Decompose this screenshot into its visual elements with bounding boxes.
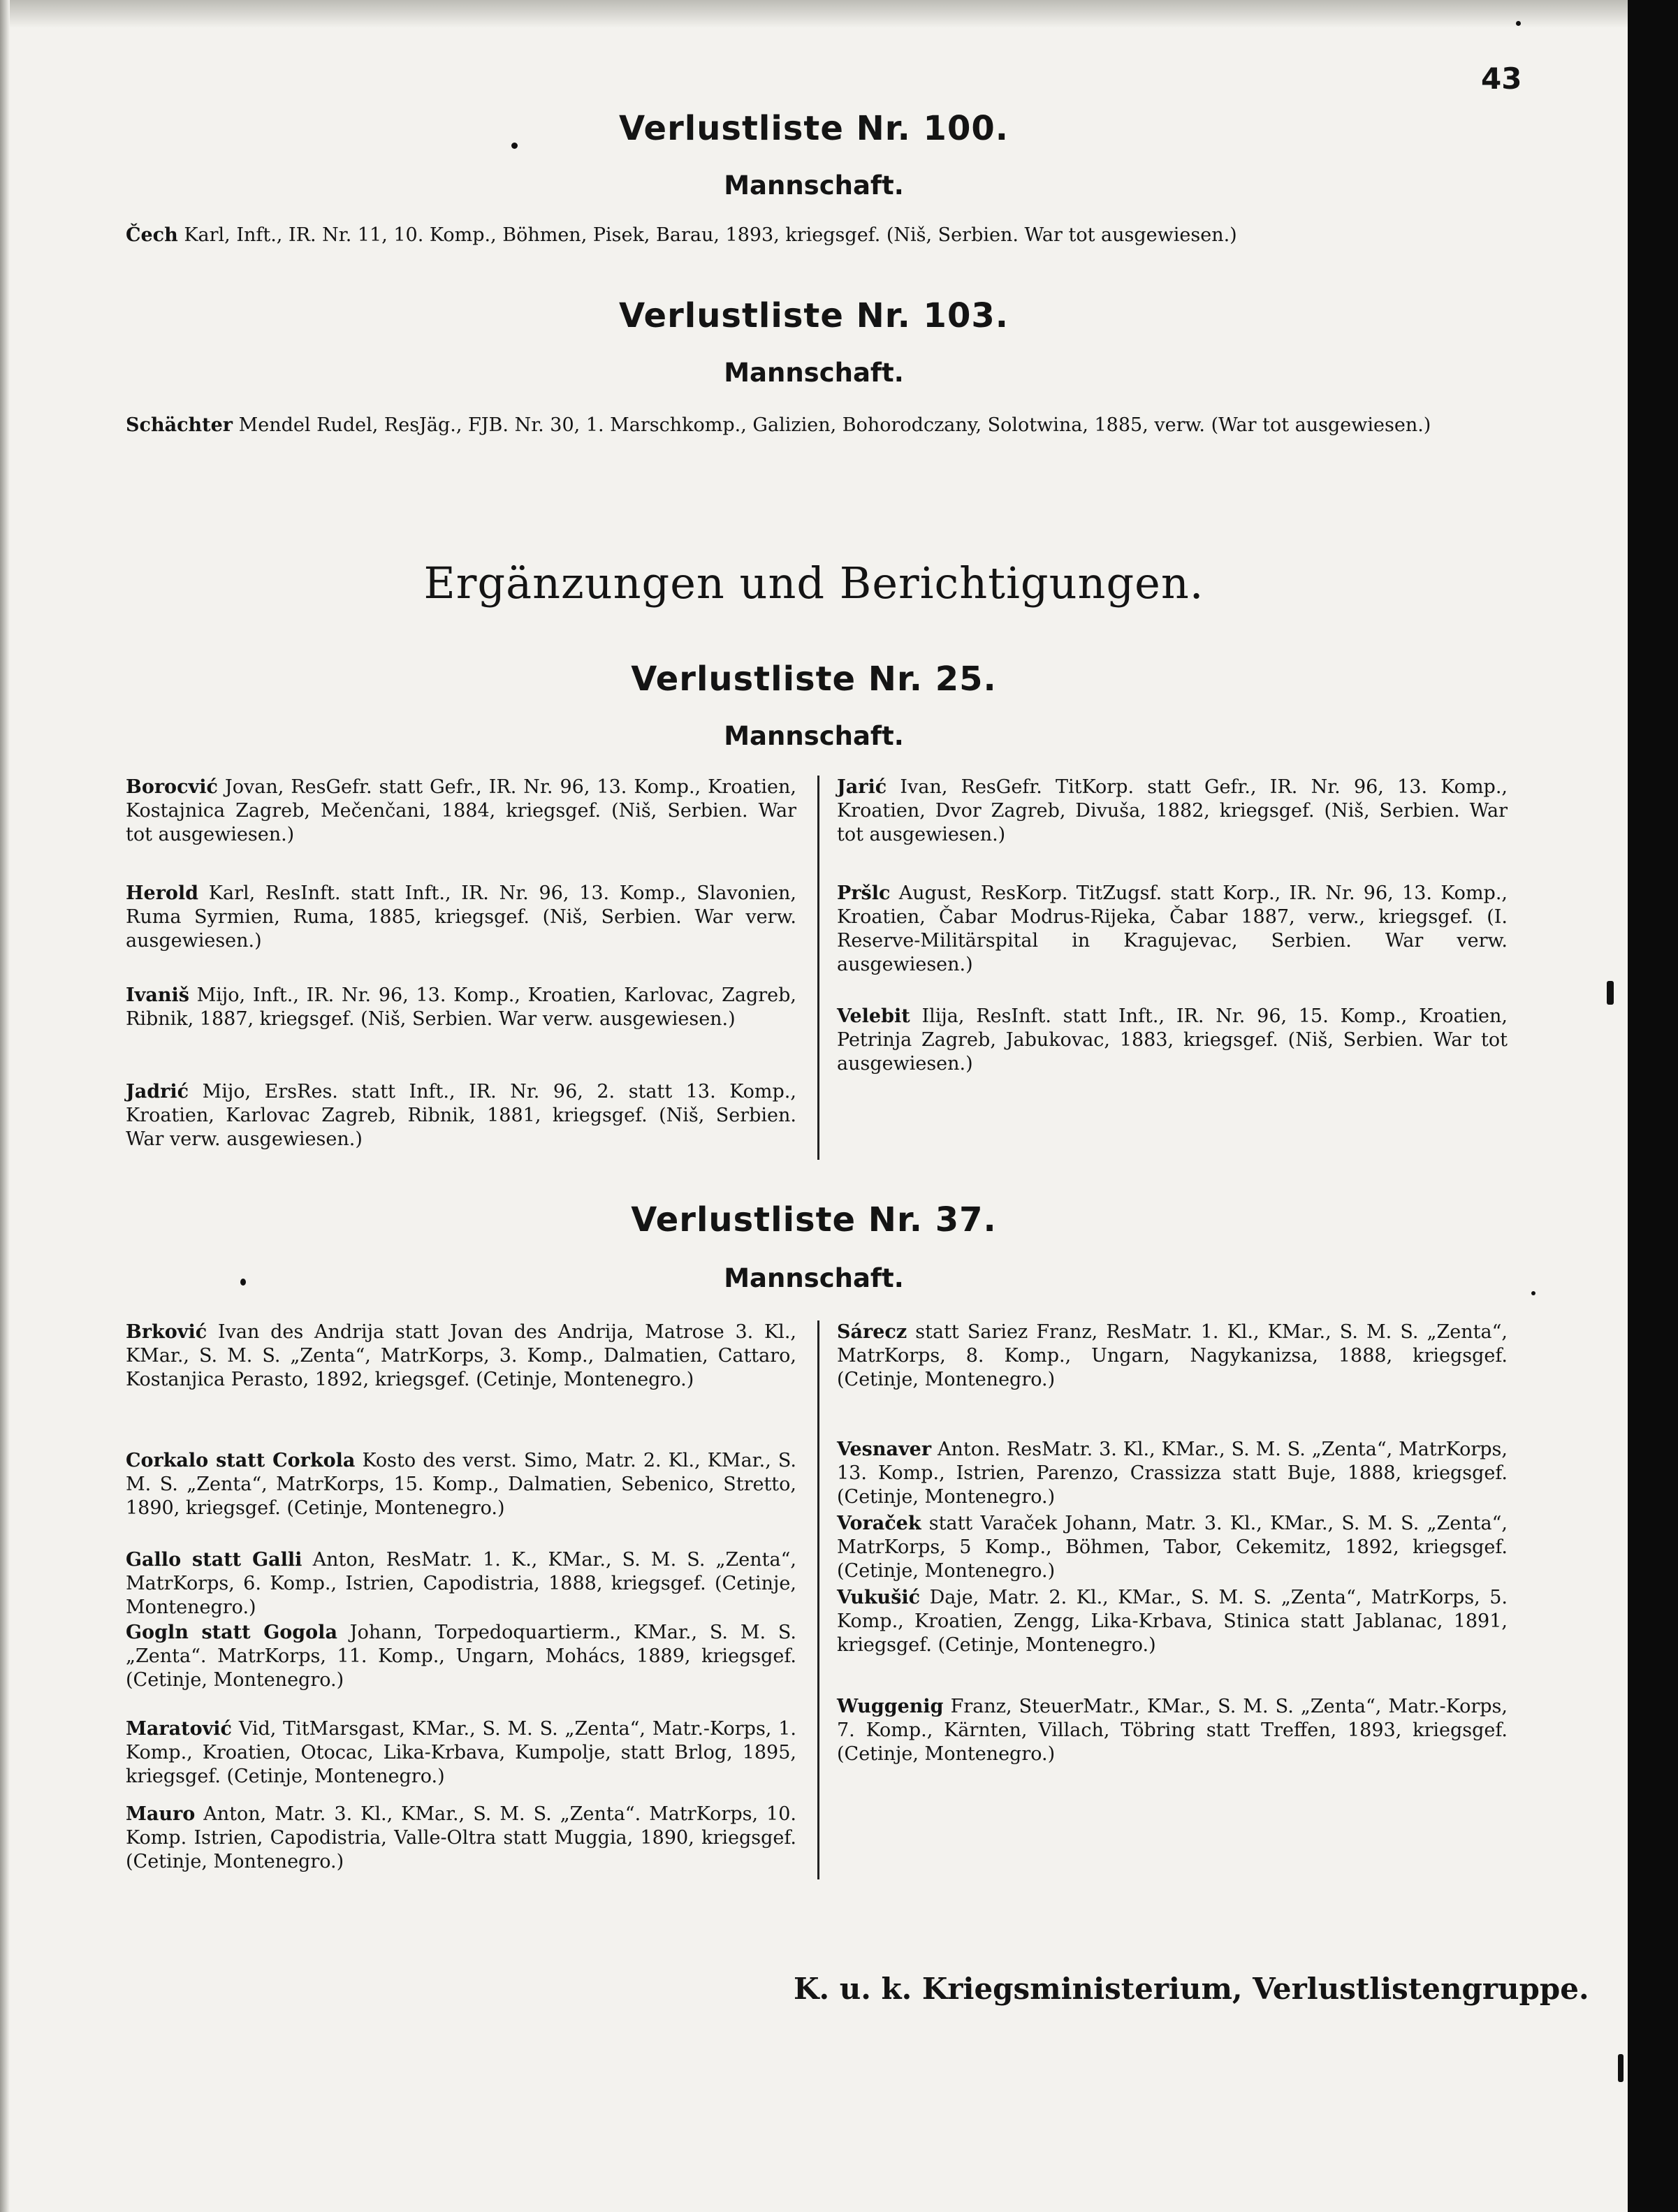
entry-text: Kosto des verst. Simo, Matr. 2. Kl., KMar., S. M. S. „Zenta“, MatrKorps, 15. Komp., Dalmatien, Sebenico, Stretto, 1890, kriegsgef. (Cetinje, Montenegro.)	[126, 1450, 796, 1519]
entry-text: statt Sariez Franz, ResMatr. 1. Kl., KMar., S. M. S. „Zenta“, MatrKorps, 8. Komp., Ungarn, Nagykanizsa, 1888, kriegsgef. (Cetinje, Montenegro.)	[837, 1321, 1508, 1390]
entry-name: Velebit	[837, 1005, 910, 1027]
column-divider	[817, 776, 819, 1160]
entry-vl37-left-3	[126, 1621, 796, 1692]
entry-text: Mijo, ErsRes. statt Inft., IR. Nr. 96, 2. statt 13. Komp., Kroatien, Karlovac Zagreb, Ribnik, 1881, kriegsgef. (Niš, Serbien. War verw. ausgewiesen.)	[126, 1081, 796, 1150]
entry-name: Sárecz	[837, 1321, 907, 1343]
entry-vl25-right-1	[837, 882, 1508, 977]
entry-name: Voraček	[837, 1513, 921, 1534]
entry-name: Brković	[126, 1321, 207, 1343]
entry-name: Čech	[126, 224, 178, 246]
entry-name: Pršlc	[837, 882, 891, 904]
entry-name: Vesnaver	[837, 1439, 932, 1460]
entry-name: Corkalo statt Corkola	[126, 1450, 356, 1471]
entry-text: Anton, ResMatr. 1. K., KMar., S. M. S. „Zenta“, MatrKorps, 6. Komp., Istrien, Capodistria, 1888, kriegsgef. (Cetinje, Montenegro.)	[126, 1549, 797, 1618]
entry-vl37-left-2	[126, 1548, 796, 1620]
entry-vl25-right-2	[837, 1005, 1508, 1076]
entry-name: Mauro	[126, 1803, 196, 1825]
scan-speck	[1607, 981, 1614, 1005]
entry-name: Herold	[126, 882, 199, 904]
entry-vl37-right-3	[837, 1586, 1508, 1657]
entry-vl37-right-1	[837, 1438, 1508, 1509]
entry-name: Borocvić	[126, 776, 218, 798]
entry-text: Karl, Inft., IR. Nr. 11, 10. Komp., Böhmen, Pisek, Barau, 1893, kriegsgef. (Niš, Serbien. War tot ausgewiesen.)	[184, 224, 1237, 246]
entry-vl25-left-3	[126, 1080, 796, 1151]
entry-vl100-0	[126, 224, 1454, 247]
subheading-vl25: Mannschaft.	[724, 721, 904, 751]
entry-name: Gogln statt Gogola	[126, 1622, 337, 1643]
scan-speck	[511, 143, 518, 149]
entry-text: Karl, ResInft. statt Inft., IR. Nr. 96, 13. Komp., Slavonien, Ruma Syrmien, Ruma, 1885, kriegsgef. (Niš, Serbien. War verw. ausgewiesen.)	[126, 882, 796, 952]
entry-vl37-left-4	[126, 1717, 796, 1789]
entry-vl37-right-2	[837, 1512, 1508, 1583]
scan-shadow-top	[0, 0, 1628, 28]
entry-text: Ilija, ResInft. statt Inft., IR. Nr. 96, 15. Komp., Kroatien, Petrinja Zagreb, Jabukovac, 1883, kriegsgef. (Niš, Serbien. War tot ausgewiesen.)	[837, 1005, 1508, 1075]
entry-text: Ivan des Andrija statt Jovan des Andrija, Matrose 3. Kl., KMar., S. M. S. „Zenta“, MatrKorps, 3. Komp., Dalmatien, Cattaro, Kostanjica Perasto, 1892, kriegsgef. (Cetinje, Montenegro.)	[126, 1321, 796, 1390]
entry-text: Johann, Torpedoquartierm., KMar., S. M. S. „Zenta“. MatrKorps, 11. Komp., Ungarn, Mohács, 1889, kriegsgef. (Cetinje, Montenegro.)	[126, 1622, 796, 1691]
scan-speck	[240, 1279, 246, 1286]
entry-text: Franz, SteuerMatr., KMar., S. M. S. „Zenta“, Matr.-Korps, 7. Komp., Kärnten, Villach, Töbring statt Treffen, 1893, kriegsgef. (Cetinje, Montenegro.)	[837, 1696, 1508, 1765]
entry-text: Mijo, Inft., IR. Nr. 96, 13. Komp., Kroatien, Karlovac, Zagreb, Ribnik, 1887, kriegsgef. (Niš, Serbien. War verw. ausgewiesen.)	[126, 984, 796, 1030]
entry-vl37-left-1	[126, 1449, 796, 1520]
entry-name: Gallo statt Galli	[126, 1549, 302, 1571]
entry-vl25-left-1	[126, 882, 796, 953]
footer-signature: K. u. k. Kriegsministerium, Verlustlistengruppe.	[794, 1972, 1589, 2006]
column-divider	[817, 1320, 819, 1879]
entry-name: Vukušić	[837, 1587, 921, 1608]
entry-text: statt Varaček Johann, Matr. 3. Kl., KMar., S. M. S. „Zenta“, MatrKorps, 5 Komp., Böhmen, Tabor, Cekemitz, 1892, kriegsgef. (Cetinje, Montenegro.)	[837, 1513, 1508, 1582]
entry-name: Wuggenig	[837, 1696, 944, 1717]
page-number: 43	[1481, 61, 1522, 96]
scan-speck	[1516, 21, 1521, 26]
entry-text: Daje, Matr. 2. Kl., KMar., S. M. S. „Zenta“, MatrKorps, 5. Komp., Kroatien, Zengg, Lika-Krbava, Stinica statt Jablanac, 1891, kriegsgef. (Cetinje, Montenegro.)	[837, 1587, 1508, 1656]
entry-text: Anton. ResMatr. 3. Kl., KMar., S. M. S. „Zenta“, MatrKorps, 13. Komp., Istrien, Parenzo, Crassizza statt Buje, 1888, kriegsgef. (Cetinje, Montenegro.)	[837, 1439, 1508, 1508]
entry-vl37-left-0	[126, 1320, 796, 1392]
entry-text: Anton, Matr. 3. Kl., KMar., S. M. S. „Zenta“. MatrKorps, 10. Komp. Istrien, Capodistria, Valle-Oltra statt Muggia, 1890, kriegsgef. (Cetinje, Montenegro.)	[126, 1803, 796, 1872]
entry-vl25-right-0	[837, 776, 1508, 847]
main-heading: Ergänzungen und Berichtigungen.	[423, 558, 1204, 609]
entry-text: Ivan, ResGefr. TitKorp. statt Gefr., IR. Nr. 96, 13. Komp., Kroatien, Dvor Zagreb, Divuša, 1882, kriegsgef. (Niš, Serbien. War tot ausgewiesen.)	[837, 776, 1508, 845]
subheading-vl103: Mannschaft.	[724, 358, 904, 388]
entry-text: August, ResKorp. TitZugsf. statt Korp., IR. Nr. 96, 13. Komp., Kroatien, Čabar Modrus-Rijeka, Čabar 1887, verw., kriegsgef. (I. Reserve-Militärspital in Kragujevac, Serbien. War verw. ausgewiesen.)	[837, 882, 1508, 975]
entry-vl103-0	[126, 414, 1454, 437]
entry-name: Jadrić	[126, 1081, 189, 1103]
entry-vl25-left-0	[126, 776, 796, 847]
heading-vl25: Verlustliste Nr. 25.	[631, 660, 997, 699]
scan-speck	[1531, 1291, 1535, 1295]
entry-vl25-left-2	[126, 984, 796, 1031]
entry-vl37-right-4	[837, 1695, 1508, 1766]
entry-text: Vid, TitMarsgast, KMar., S. M. S. „Zenta“, Matr.-Korps, 1. Komp., Kroatien, Otocac, Lika-Krbava, Kumpolje, statt Brlog, 1895, kriegsgef. (Cetinje, Montenegro.)	[126, 1718, 796, 1787]
entry-name: Maratović	[126, 1718, 232, 1740]
entry-vl37-right-0	[837, 1320, 1508, 1392]
heading-vl103: Verlustliste Nr. 103.	[619, 296, 1009, 335]
subheading-vl100: Mannschaft.	[724, 170, 904, 201]
subheading-vl37: Mannschaft.	[724, 1263, 904, 1293]
heading-vl100: Verlustliste Nr. 100.	[619, 109, 1009, 148]
entry-name: Jarić	[837, 776, 887, 798]
entry-name: Ivaniš	[126, 984, 189, 1006]
entry-name: Schächter	[126, 414, 233, 436]
entry-text: Mendel Rudel, ResJäg., FJB. Nr. 30, 1. Marschkomp., Galizien, Bohorodczany, Solotwina, 1885, verw. (War tot ausgewiesen.)	[238, 414, 1431, 436]
scan-speck	[1618, 2054, 1624, 2082]
entry-text: Jovan, ResGefr. statt Gefr., IR. Nr. 96, 13. Komp., Kroatien, Kostajnica Zagreb, Mečenčani, 1884, kriegsgef. (Niš, Serbien. War tot ausgewiesen.)	[126, 776, 796, 845]
heading-vl37: Verlustliste Nr. 37.	[631, 1200, 997, 1239]
scan-border-right	[1628, 0, 1678, 2212]
entry-vl37-left-5	[126, 1803, 796, 1874]
